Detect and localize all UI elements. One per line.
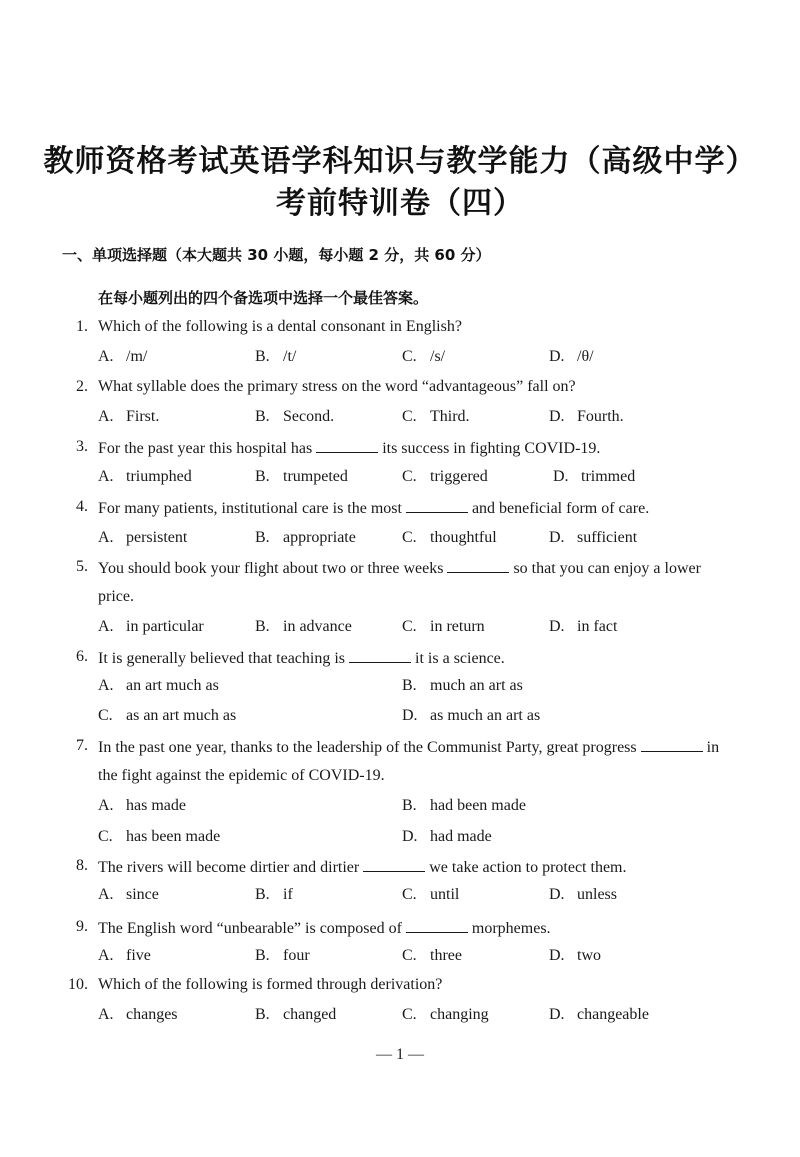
option-text: triggered xyxy=(430,468,488,485)
option-text: persistent xyxy=(126,529,188,546)
question-number: 2. xyxy=(76,378,88,395)
instruction-text: 在每小题列出的四个备选项中选择一个最佳答案。 xyxy=(98,289,429,307)
option-b[interactable] xyxy=(255,947,310,965)
question-number: 4. xyxy=(76,498,88,515)
option-c[interactable] xyxy=(402,408,470,426)
question-number: 3. xyxy=(76,438,88,455)
question-text: The English word “unbearable” is composed of morphemes. xyxy=(98,920,551,937)
question-6-options-row1 xyxy=(0,677,800,701)
option-text: has made xyxy=(126,797,186,814)
option-text: as an art much as xyxy=(126,707,237,724)
option-text: trimmed xyxy=(581,468,636,485)
option-letter: D. xyxy=(402,707,418,724)
option-a[interactable] xyxy=(98,1006,178,1024)
question-7 xyxy=(0,737,800,761)
option-b[interactable] xyxy=(255,1006,336,1024)
option-text: in particular xyxy=(126,618,204,635)
question-7-options-row1 xyxy=(0,797,800,821)
option-letter: C. xyxy=(402,618,417,635)
option-letter: A. xyxy=(98,529,114,546)
answer-blank xyxy=(447,558,509,573)
question-4-options xyxy=(0,529,800,553)
question-text: It is generally believed that teaching is it is a science. xyxy=(98,650,505,667)
question-10-options xyxy=(0,1006,800,1030)
question-1-options xyxy=(0,348,800,372)
option-letter: A. xyxy=(98,947,114,964)
option-letter: D. xyxy=(549,348,565,365)
option-b[interactable] xyxy=(255,348,296,366)
option-c[interactable] xyxy=(98,707,236,725)
question-text-continuation: price. xyxy=(98,588,134,605)
question-1 xyxy=(0,318,800,342)
option-letter: B. xyxy=(255,468,270,485)
question-number: 1. xyxy=(76,318,88,335)
answer-blank xyxy=(641,737,703,752)
option-text: an art much as xyxy=(126,677,219,694)
page-number: — 1 — xyxy=(376,1046,424,1063)
option-letter: B. xyxy=(255,1006,270,1023)
answer-blank xyxy=(406,498,468,513)
option-d[interactable] xyxy=(549,618,617,636)
question-number: 6. xyxy=(76,648,88,665)
question-10 xyxy=(0,976,800,1000)
option-letter: A. xyxy=(98,618,114,635)
option-text: four xyxy=(283,947,310,964)
option-text: Fourth. xyxy=(577,408,624,425)
option-text: had been made xyxy=(430,797,526,814)
option-letter: C. xyxy=(402,468,417,485)
option-text: appropriate xyxy=(283,529,356,546)
option-d[interactable] xyxy=(549,1006,649,1024)
option-b[interactable] xyxy=(402,797,526,815)
option-a[interactable] xyxy=(98,947,151,965)
option-letter: C. xyxy=(402,348,417,365)
answer-blank xyxy=(316,438,378,453)
option-letter: B. xyxy=(402,797,417,814)
option-text: Third. xyxy=(430,408,470,425)
option-text: unless xyxy=(577,886,617,903)
question-number: 9. xyxy=(76,918,88,935)
option-letter: B. xyxy=(255,529,270,546)
option-text: had made xyxy=(430,828,492,845)
option-letter: C. xyxy=(402,886,417,903)
question-text: The rivers will become dirtier and dirtier we take action to protect them. xyxy=(98,859,627,876)
question-text-continuation: the fight against the epidemic of COVID-19. xyxy=(98,767,385,784)
option-a[interactable] xyxy=(98,797,186,815)
option-b[interactable] xyxy=(255,886,293,904)
question-7-continuation xyxy=(0,767,800,791)
option-letter: A. xyxy=(98,1006,114,1023)
option-letter: A. xyxy=(98,468,114,485)
question-text: You should book your flight about two or three weeks so that you can enjoy a lower xyxy=(98,560,701,577)
option-text: if xyxy=(283,886,293,903)
option-letter: C. xyxy=(402,529,417,546)
option-text: sufficient xyxy=(577,529,638,546)
question-9-options xyxy=(0,947,800,971)
question-number: 10. xyxy=(68,976,88,993)
option-b[interactable] xyxy=(402,677,523,695)
option-letter: B. xyxy=(255,618,270,635)
option-text: changing xyxy=(430,1006,489,1023)
option-d[interactable] xyxy=(402,828,492,846)
option-text: has been made xyxy=(126,828,221,845)
option-letter: C. xyxy=(98,707,113,724)
option-letter: B. xyxy=(402,677,417,694)
option-b[interactable] xyxy=(255,408,334,426)
option-d[interactable] xyxy=(549,408,624,426)
question-8 xyxy=(0,857,800,881)
question-3-options xyxy=(0,468,800,492)
option-letter: A. xyxy=(98,677,114,694)
option-letter: C. xyxy=(402,1006,417,1023)
option-letter: D. xyxy=(553,468,569,485)
option-a[interactable] xyxy=(98,618,204,636)
question-9 xyxy=(0,918,800,942)
option-text: in return xyxy=(430,618,485,635)
exam-title-line1: 教师资格考试英语学科知识与教学能力（高级中学） xyxy=(43,144,757,179)
option-letter: D. xyxy=(549,1006,565,1023)
option-d[interactable] xyxy=(549,529,637,547)
option-c[interactable] xyxy=(402,348,445,366)
option-letter: A. xyxy=(98,408,114,425)
option-letter: A. xyxy=(98,348,114,365)
option-letter: D. xyxy=(549,618,565,635)
exam-title-line2: 考前特训卷（四） xyxy=(276,186,524,221)
option-b[interactable] xyxy=(255,618,352,636)
option-text: until xyxy=(430,886,460,903)
option-text: /m/ xyxy=(126,348,148,365)
question-2 xyxy=(0,378,800,402)
option-letter: C. xyxy=(402,408,417,425)
option-text: Second. xyxy=(283,408,335,425)
answer-blank xyxy=(349,648,411,663)
option-d[interactable] xyxy=(549,947,601,965)
option-letter: B. xyxy=(255,408,270,425)
option-text: changes xyxy=(126,1006,178,1023)
question-4 xyxy=(0,498,800,522)
question-8-options xyxy=(0,886,800,910)
option-d[interactable] xyxy=(553,468,635,486)
option-letter: A. xyxy=(98,886,114,903)
option-letter: D. xyxy=(549,529,565,546)
question-text: In the past one year, thanks to the leadership of the Communist Party, great progress in xyxy=(98,739,720,756)
option-a[interactable] xyxy=(98,677,219,695)
option-text: trumpeted xyxy=(283,468,348,485)
option-letter: C. xyxy=(402,947,417,964)
section-heading: 一、单项选择题（本大题共 30 小题，每小题 2 分，共 60 分） xyxy=(62,246,491,264)
option-c[interactable] xyxy=(402,1006,489,1024)
option-c[interactable] xyxy=(402,468,488,486)
option-text: three xyxy=(430,947,462,964)
question-5 xyxy=(0,558,800,582)
option-a[interactable] xyxy=(98,348,147,366)
question-6-options-row2 xyxy=(0,707,800,731)
question-5-continuation xyxy=(0,588,800,612)
question-3 xyxy=(0,438,800,462)
question-number: 7. xyxy=(76,737,88,754)
question-text: Which of the following is a dental consonant in English? xyxy=(98,318,462,335)
option-d[interactable] xyxy=(549,886,617,904)
option-text: First. xyxy=(126,408,160,425)
option-letter: A. xyxy=(98,797,114,814)
option-letter: D. xyxy=(402,828,418,845)
option-a[interactable] xyxy=(98,529,187,547)
option-letter: C. xyxy=(98,828,113,845)
option-letter: D. xyxy=(549,947,565,964)
option-text: in advance xyxy=(283,618,352,635)
option-text: triumphed xyxy=(126,468,192,485)
option-c[interactable] xyxy=(402,618,485,636)
question-5-options xyxy=(0,618,800,642)
question-7-options-row2 xyxy=(0,828,800,852)
answer-blank xyxy=(363,857,425,872)
option-letter: D. xyxy=(549,408,565,425)
answer-blank xyxy=(406,918,468,933)
question-6 xyxy=(0,648,800,672)
option-letter: D. xyxy=(549,886,565,903)
option-b[interactable] xyxy=(255,468,348,486)
option-text: five xyxy=(126,947,151,964)
question-2-options xyxy=(0,408,800,432)
question-text: For many patients, institutional care is the most and beneficial form of care. xyxy=(98,500,650,517)
option-text: since xyxy=(126,886,159,903)
option-letter: B. xyxy=(255,886,270,903)
option-b[interactable] xyxy=(255,529,356,547)
question-text: What syllable does the primary stress on the word “advantageous” fall on? xyxy=(98,378,576,395)
question-number: 8. xyxy=(76,857,88,874)
option-a[interactable] xyxy=(98,468,192,486)
option-c[interactable] xyxy=(98,828,220,846)
option-text: thoughtful xyxy=(430,529,497,546)
question-text: For the past year this hospital has its success in fighting COVID-19. xyxy=(98,440,601,457)
option-d[interactable] xyxy=(402,707,540,725)
option-text: /θ/ xyxy=(577,348,594,365)
option-text: changed xyxy=(283,1006,337,1023)
option-text: changeable xyxy=(577,1006,649,1023)
question-text: Which of the following is formed through derivation? xyxy=(98,976,443,993)
option-a[interactable] xyxy=(98,408,159,426)
option-text: in fact xyxy=(577,618,618,635)
option-letter: B. xyxy=(255,348,270,365)
option-text: as much an art as xyxy=(430,707,541,724)
option-text: /s/ xyxy=(430,348,446,365)
option-text: /t/ xyxy=(283,348,297,365)
option-c[interactable] xyxy=(402,529,497,547)
option-text: much an art as xyxy=(430,677,523,694)
option-letter: B. xyxy=(255,947,270,964)
option-d[interactable] xyxy=(549,348,594,366)
question-number: 5. xyxy=(76,558,88,575)
option-c[interactable] xyxy=(402,947,462,965)
option-text: two xyxy=(577,947,601,964)
option-c[interactable] xyxy=(402,886,459,904)
option-a[interactable] xyxy=(98,886,159,904)
